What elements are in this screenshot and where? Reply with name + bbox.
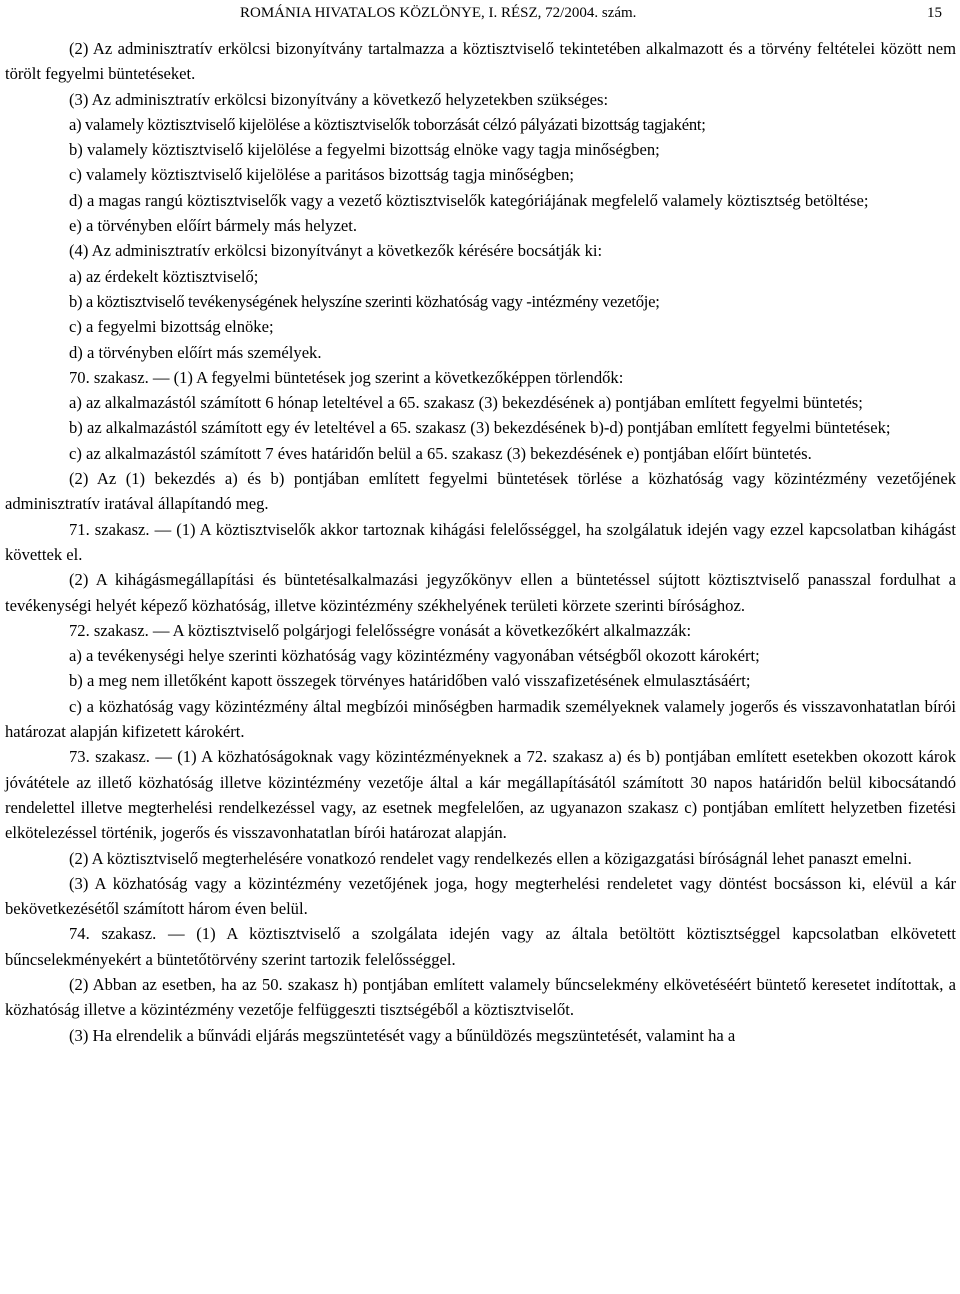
section-heading-paragraph: 70. szakasz. — (1) A fegyelmi büntetések jog szerint a következőképpen törlendők:	[69, 367, 624, 387]
paragraph: c) az alkalmazástól számított 7 éves határidőn belül a 65. szakasz (3) bekezdésének e) pontjában előírt büntetés.	[69, 443, 812, 463]
section-heading-paragraph: 73. szakasz. — (1) A közhatóságoknak vagy közintézményeknek a 72. szakasz a) és b) pontjában említett esetekben okozott károk jóvátétele az illető közhatóság illetve közintézmény vezetője által a kár megállapításától számított 30 napos határidőn belül kibocsátandó rendelettel illetve megterhelési rendelkezéssel vagy, az esetnek megfelelően, az ugyanazon szakasz c) pontjában említett helyzetben fizetési elkötelezéssel történik, jogerős és visszavonhatatlan bírói határozat alapján.	[5, 747, 956, 843]
page-number: 15	[927, 5, 942, 21]
paragraph: (2) Az adminisztratív erkölcsi bizonyítvány tartalmazza a köztisztviselő tekintetében alkalmazott és a törvény feltételei között nem törölt fegyelmi büntetéseket.	[5, 39, 956, 84]
paragraph: e) a törvényben előírt bármely más helyzet.	[69, 216, 357, 236]
paragraph: (3) Az adminisztratív erkölcsi bizonyítvány a következő helyzetekben szükséges:	[69, 89, 609, 109]
page-header	[5, 0, 956, 36]
paragraph: (2) Az (1) bekezdés a) és b) pontjában említett fegyelmi büntetések törlése a közhatóság vagy közintézmény vezetőjének adminisztratív iratával állapítandó meg.	[5, 469, 956, 514]
paragraph: (3) A közhatóság vagy a közintézmény vezetőjének joga, hogy megterhelési rendeletet vagy döntést bocsásson ki, elévül a kár bekövetkezésétől számított három éven belül.	[5, 873, 956, 919]
section-heading-paragraph: 74. szakasz. — (1) A köztisztviselő a szolgálata idején vagy az általa betöltött köztisztséggel kapcsolatban elkövetett bűncselekményekért a büntetőtörvény szerint tartozik felelősséggel.	[5, 924, 956, 969]
journal-title: ROMÁNIA HIVATALOS KÖZLÖNYE, I. RÉSZ, 72/2004. szám.	[240, 5, 637, 21]
paragraph: (2) Abban az esetben, ha az 50. szakasz h) pontjában említett valamely bűncselekmény elkövetéséért büntető keresetet indítottak, a közhatóság illetve a közintézmény vezetője felfüggeszti tisztségéből a köztisztviselőt.	[5, 974, 956, 1020]
paragraph: c) a fegyelmi bizottság elnöke;	[69, 317, 274, 337]
paragraph: (3) Ha elrendelik a bűnvádi eljárás megszüntetését vagy a bűnüldözés megszüntetését, valamint ha a	[69, 1025, 736, 1045]
paragraph: a) valamely köztisztviselő kijelölése a köztisztviselők toborzását célzó pályázati bizottság tagjaként;	[69, 114, 706, 134]
paragraph: c) a közhatóság vagy közintézmény által megbízói minőségben harmadik személyeknek valamely jogerős és visszavonhatatlan bírói határozat alapján kifizetett károkért.	[5, 696, 956, 742]
paragraph: b) az alkalmazástól számított egy év leteltével a 65. szakasz (3) bekezdésének b)-d) pontjában említett fegyelmi büntetések;	[69, 418, 891, 438]
document-body	[5, 36, 956, 1048]
paragraph: a) a tevékenységi helye szerinti közhatóság vagy közintézmény vagyonában vétségből okozott károkért;	[69, 646, 760, 666]
paragraph: d) a törvényben előírt más személyek.	[69, 342, 322, 362]
section-heading-paragraph: 71. szakasz. — (1) A köztisztviselők akkor tartoznak kihágási felelősséggel, ha szolgálatuk idején vagy ezzel kapcsolatban kihágást követtek el.	[5, 519, 956, 564]
paragraph: b) a meg nem illetőként kapott összegek törvényes határidőben való visszafizetésének elmulasztásáért;	[69, 671, 751, 691]
paragraph: (2) A kihágásmegállapítási és büntetésalkalmazási jegyzőkönyv ellen a büntetéssel sújtott köztisztviselő panasszal fordulhat a tevékenységi helyét képező közhatóság, illetve közintézmény székhelyének területi körzete szerinti bírósághoz.	[5, 570, 956, 615]
paragraph: (2) A köztisztviselő megterhelésére vonatkozó rendelet vagy rendelkezés ellen a közigazgatási bíróságnál lehet panaszt emelni.	[69, 848, 912, 868]
paragraph: b) valamely köztisztviselő kijelölése a fegyelmi bizottság elnöke vagy tagja minőségben;	[69, 140, 660, 160]
paragraph: c) valamely köztisztviselő kijelölése a paritásos bizottság tagja minőségben;	[69, 165, 575, 185]
paragraph: b) a köztisztviselő tevékenységének helyszíne szerinti közhatóság vagy -intézmény vezetője;	[69, 291, 660, 311]
paragraph: d) a magas rangú köztisztviselők vagy a vezető köztisztviselők kategóriájának megfelelő valamely köztisztség betöltése;	[69, 190, 869, 210]
paragraph: a) az érdekelt köztisztviselő;	[69, 266, 259, 286]
section-heading-paragraph: 72. szakasz. — A köztisztviselő polgárjogi felelősségre vonását a következőkért alkalmazzák:	[69, 620, 692, 640]
paragraph: a) az alkalmazástól számított 6 hónap leteltével a 65. szakasz (3) bekezdésének a) pontjában említett fegyelmi büntetés;	[69, 393, 863, 413]
paragraph: (4) Az adminisztratív erkölcsi bizonyítványt a következők kérésére bocsátják ki:	[69, 241, 603, 261]
